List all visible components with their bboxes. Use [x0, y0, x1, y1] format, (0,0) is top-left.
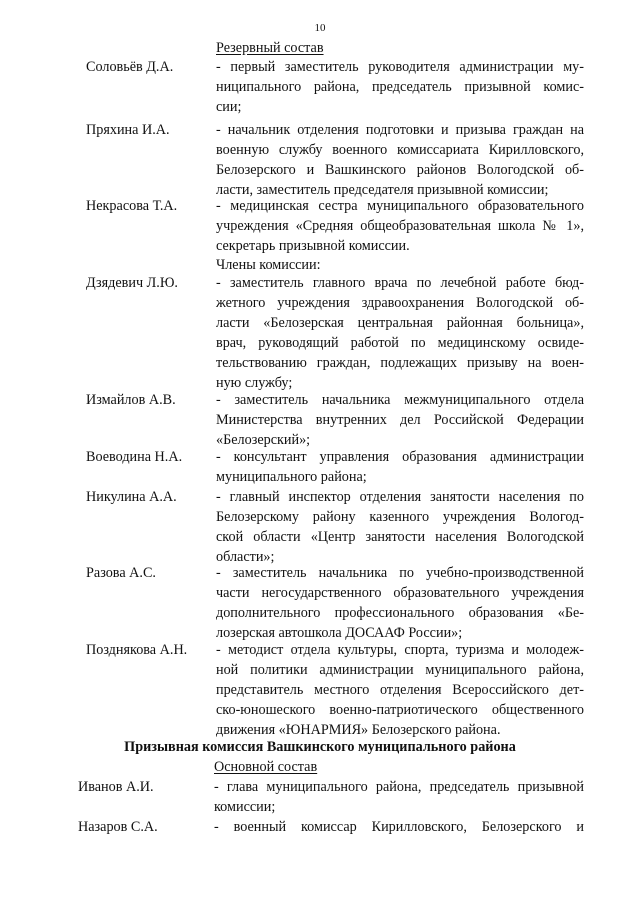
member-name: Никулина А.А.	[86, 489, 177, 505]
description-line: муниципального района;	[216, 469, 367, 485]
page-number: 10	[314, 22, 326, 34]
member-name: Позднякова А.Н.	[86, 642, 188, 658]
description-line: - заместитель главного врача по лечебной работе бюд-	[216, 275, 584, 291]
description-line: ской области «Центр занятости населения Вологодской	[216, 529, 584, 545]
description-line: ной политики администрации муниципального района,	[216, 662, 584, 678]
member-name: Некрасова Т.А.	[86, 198, 178, 214]
description-line: - главный инспектор отделения занятости населения по	[216, 489, 584, 505]
description-line: - медицинская сестра муниципального образовательного	[216, 198, 584, 214]
member-name: Разова А.С.	[86, 565, 156, 581]
member-name: Соловьёв Д.А.	[86, 59, 174, 75]
description-line: - первый заместитель руководителя администрации му-	[216, 59, 584, 75]
section-title: Призывная комиссия Вашкинского муниципального района	[124, 739, 516, 755]
member-name: Измайлов А.В.	[86, 392, 176, 408]
description-line: ласти «Белозерская центральная районная больница»,	[216, 315, 584, 331]
description-line: - начальник отделения подготовки и призыва граждан на	[216, 122, 584, 138]
member-name: Иванов А.И.	[78, 779, 154, 795]
description-line: - военный комиссар Кирилловского, Белозерского и	[214, 819, 584, 835]
commission-members-heading: Члены комиссии:	[216, 257, 321, 273]
member-description	[216, 196, 584, 256]
main-composition-heading: Основной состав	[214, 759, 318, 775]
description-line: дополнительного профессионального образования «Бе-	[216, 605, 584, 621]
member-description	[216, 563, 584, 643]
description-line: - консультант управления образования администрации	[216, 449, 584, 465]
description-line: ласти, заместитель председателя призывной комиссии;	[216, 182, 549, 198]
description-line: представитель местного отделения Всероссийского дет-	[216, 682, 584, 698]
description-line: лозерская автошкола ДОСААФ России»;	[216, 625, 463, 641]
description-line: секретарь призывной комиссии.	[216, 238, 410, 254]
description-line: движения «ЮНАРМИЯ» Белозерского района.	[216, 722, 501, 738]
description-line: области»;	[216, 549, 275, 565]
member-name: Дзядевич Л.Ю.	[86, 275, 178, 291]
description-line: сии;	[216, 99, 242, 115]
description-line: Белозерского и Вашкинского районов Вологодской об-	[216, 162, 584, 178]
description-line: ную службу;	[216, 375, 293, 391]
description-line: комиссии;	[214, 799, 276, 815]
description-line: - заместитель начальника межмуниципального отдела	[216, 392, 584, 408]
description-line: ниципального района, председатель призывной комис-	[216, 79, 584, 95]
member-description	[216, 447, 584, 487]
description-line: учреждения «Средняя общеобразовательная школа № 1»,	[216, 218, 584, 234]
description-line: ско-юношеского военно-патриотического общественного	[216, 702, 584, 718]
member-name: Назаров С.А.	[78, 819, 158, 835]
description-line: - глава муниципального района, председатель призывной	[214, 779, 584, 795]
member-name: Пряхина И.А.	[86, 122, 170, 138]
description-line: жетного учреждения здравоохранения Вологодской об-	[216, 295, 584, 311]
member-description	[216, 57, 584, 117]
member-description	[216, 487, 584, 567]
description-line: врач, руководящий работой по медицинскому освиде-	[216, 335, 584, 351]
reserve-composition-heading: Резервный состав	[216, 40, 324, 56]
member-description	[214, 817, 584, 837]
description-line: Министерства внутренних дел Российской Федерации	[216, 412, 584, 428]
description-line: части негосударственного образовательного учреждения	[216, 585, 584, 601]
member-description	[216, 640, 584, 740]
member-description	[216, 120, 584, 200]
description-line: тельствованию граждан, подлежащих призыву на воен-	[216, 355, 584, 371]
description-line: - заместитель начальника по учебно-производственной	[216, 565, 584, 581]
description-line: - методист отдела культуры, спорта, туризма и молодеж-	[216, 642, 584, 658]
member-name: Воеводина Н.А.	[86, 449, 183, 465]
member-description	[216, 390, 584, 450]
member-description	[216, 273, 584, 393]
member-description	[214, 777, 584, 817]
description-line: «Белозерский»;	[216, 432, 311, 448]
description-line: военную службу военного комиссариата Кирилловского,	[216, 142, 584, 158]
description-line: Белозерскому району казенного учреждения Вологод-	[216, 509, 584, 525]
